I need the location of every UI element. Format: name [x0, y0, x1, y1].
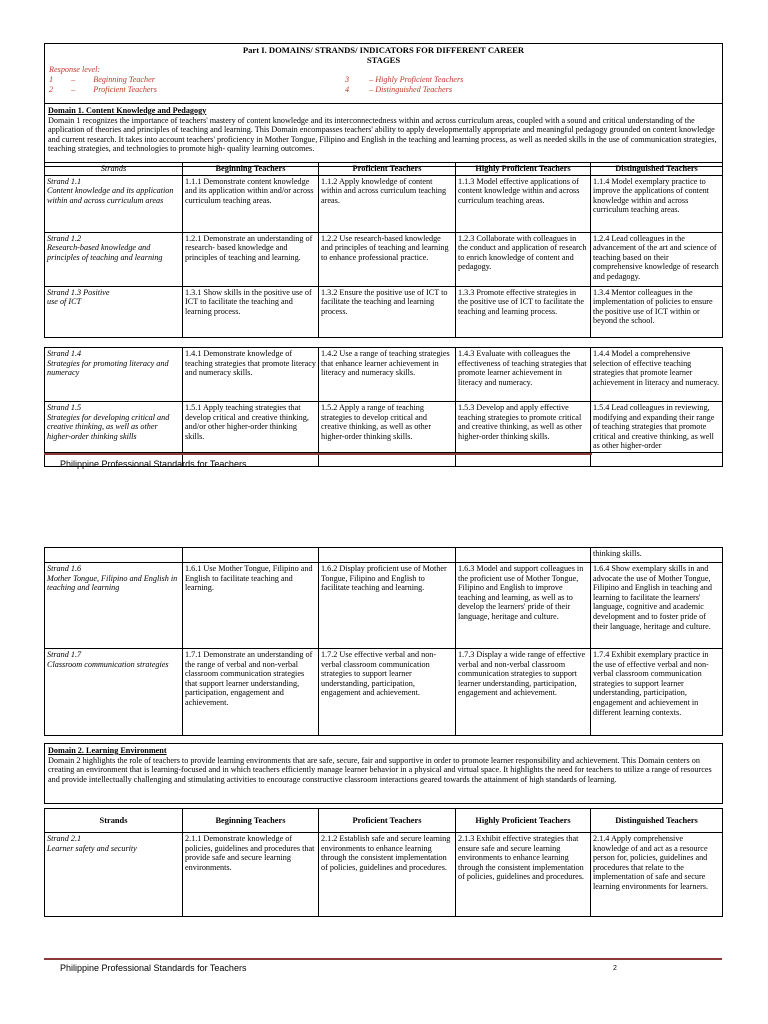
indicator-cell: 1.1.3 Model effective applications of content knowledge within and across curriculum teaching areas.: [456, 175, 591, 232]
level-2: 2 – Proficient Teachers: [49, 85, 157, 95]
level-3: 3 – Highly Proficient Teachers: [345, 75, 464, 85]
strand-cell: Strand 2.1 Learner safety and security: [45, 833, 183, 917]
header-distinguished: Distinguished Teachers: [591, 163, 723, 176]
table-row: [45, 833, 723, 917]
header-strands: Strands: [45, 163, 183, 176]
indicator-cell: 1.6.2 Display proficient use of Mother Tongue, Filipino and English to facilitate teaching and learning.: [319, 563, 456, 649]
level-4: 4 – Distinguished Teachers: [345, 85, 453, 95]
indicator-cell: 1.6.1 Use Mother Tongue, Filipino and English to facilitate teaching and learning.: [183, 563, 319, 649]
indicator-cell: 1.5.1 Apply teaching strategies that develop critical and creative thinking, and/or other higher-order thinking skills.: [183, 402, 319, 453]
table-row: [45, 286, 723, 337]
strand-cell: Strand 1.6 Mother Tongue, Filipino and English in teaching and learning: [45, 563, 183, 649]
indicator-cell: 1.1.2 Apply knowledge of content within and across curriculum teaching areas.: [319, 175, 456, 232]
page1-header-table: [44, 43, 723, 167]
indicator-cell: 1.1.1 Demonstrate content knowledge and its application within and/or across curriculum teaching areas.: [183, 175, 319, 232]
domain1-title: Domain 1. Content Knowledge and Pedagogy: [48, 106, 207, 115]
page2-strands-table: [44, 547, 723, 736]
indicator-cell: 1.3.4 Mentor colleagues in the implementation of policies to ensure the positive use of ICT within or beyond the school.: [591, 286, 723, 337]
indicator-cell: 1.1.4 Model exemplary practice to improve the applications of content knowledge within and across curriculum teaching areas.: [591, 175, 723, 232]
domain2-title: Domain 2. Learning Environment: [48, 746, 167, 755]
header-beginning: Beginning Teachers: [183, 809, 319, 833]
header-proficient: Proficient Teachers: [319, 809, 456, 833]
indicator-cell: 1.2.3 Collaborate with colleagues in the conduct and application of research to enrich knowledge of content and pedagogy.: [456, 232, 591, 286]
header-distinguished: Distinguished Teachers: [591, 809, 723, 833]
indicator-cell: 1.4.4 Model a comprehensive selection of effective teaching strategies that promote learner achievement in literacy and numeracy.: [591, 348, 723, 402]
part-title: Part I. DOMAINS/ STRANDS/ INDICATORS FOR DIFFERENT CAREER: [242, 45, 525, 55]
table-row: [45, 649, 723, 736]
page1-footer: Philippine Professional Standards for Teachers: [60, 459, 247, 469]
table-row: [45, 232, 723, 286]
table-row: [45, 548, 723, 563]
strand-cell: Strand 1.1 Content knowledge and its application within and across curriculum areas: [45, 175, 183, 232]
indicator-cell: 1.3.2 Ensure the positive use of ICT to facilitate the teaching and learning process.: [319, 286, 456, 337]
level-1: 1 – Beginning Teacher: [49, 75, 155, 85]
domain2-text: Domain 2 highlights the role of teachers to provide learning environments that are safe, secure, fair and supportive in order to promote learner responsibility and achievement. This Domain centers on creating an environment that is learning-focused and in which teachers efficiently manage learner behavior in a physical and virtual space. It highlights the need for teachers to utilize a range of resources and provide intellectually challenging and stimulating activities to encourage constructive classroom interactions geared towards the attainment of high standards of learning.: [48, 755, 712, 784]
footer-rule: [44, 453, 592, 455]
title-cell: [45, 44, 723, 104]
table-row: [45, 348, 723, 402]
header-beginning: Beginning Teachers: [183, 163, 319, 176]
response-level-block: [49, 65, 718, 99]
header-highly-proficient: Highly Proficient Teachers: [456, 163, 591, 176]
indicator-cell: 1.4.3 Evaluate with colleagues the effectiveness of teaching strategies that promote learner achievement in literacy and numeracy.: [456, 348, 591, 402]
response-level-label: Response level:: [49, 65, 101, 75]
header-highly-proficient: Highly Proficient Teachers: [456, 809, 591, 833]
table-row: [45, 563, 723, 649]
table-row: [45, 175, 723, 232]
indicator-cell: 1.6.3 Model and support colleagues in the proficient use of Mother Tongue, Filipino and English to improve teaching and learning, as well as to develop the learners' pride of their language, heritage and culture.: [456, 563, 591, 649]
indicator-cell: 1.4.1 Demonstrate knowledge of teaching strategies that promote literacy and numeracy skills.: [183, 348, 319, 402]
footer-rule: [44, 958, 722, 960]
indicator-cell: 1.7.1 Demonstrate an understanding of the range of verbal and non-verbal classroom communication strategies that support learner understanding, participation, engagement and achievement.: [183, 649, 319, 736]
strand-cell: Strand 1.7 Classroom communication strategies: [45, 649, 183, 736]
domain2-strands-table: [44, 808, 723, 917]
indicator-cell: 2.1.4 Apply comprehensive knowledge of and act as a resource person for, policies, guidelines and procedures that relate to the implementation of safe and secure learning environments for learners.: [591, 833, 723, 917]
part-title-stages: STAGES: [366, 54, 401, 65]
domain2-description: [45, 744, 723, 804]
header-proficient: Proficient Teachers: [319, 163, 456, 176]
indicator-cell: 1.5.4 Lead colleagues in reviewing, modifying and expanding their range of teaching strategies that promote critical and creative thinking, as well as other higher-order: [591, 402, 723, 453]
indicator-cell: 1.7.4 Exhibit exemplary practice in the use of effective verbal and non-verbal classroom communication strategies to support learner understanding, participation, engagement and achievement in different learning contexts.: [591, 649, 723, 736]
table-row: [45, 402, 723, 453]
page2-footer: Philippine Professional Standards for Teachers: [60, 963, 247, 973]
domain1-strands-table: [44, 162, 723, 338]
indicator-cell: 1.3.1 Show skills in the positive use of ICT to facilitate the teaching and learning process.: [183, 286, 319, 337]
indicator-cell: 2.1.1 Demonstrate knowledge of policies, guidelines and procedures that provide safe and secure learning environments.: [183, 833, 319, 917]
indicator-cell: 1.4.2 Use a range of teaching strategies that enhance learner achievement in literacy and numeracy skills.: [319, 348, 456, 402]
domain1-text: Domain 1 recognizes the importance of teachers' mastery of content knowledge and its interconnectedness within and across curriculum areas, coupled with a sound and critical understanding of the application of theories and principles of teaching and learning. This Domain encompasses teachers' ability to apply developmentally appropriate and meaningful pedagogy grounded on content knowledge and current research. It takes into account teachers' proficiency in Mother Tongue, Filipino and English in the teaching and learning process, as well as needed skills in the use of communication strategies, teaching strategies, and technologies to promote high- quality learning outcomes.: [48, 115, 717, 154]
indicator-cell: 1.7.2 Use effective verbal and non-verbal classroom communication strategies to support learner understanding, participation, engagement and achievement.: [319, 649, 456, 736]
page-number: 2: [613, 965, 617, 972]
empty-cell: [319, 548, 456, 563]
domain1-strands-table-cont: [44, 347, 723, 467]
empty-cell: [45, 548, 183, 563]
indicator-cell: 1.2.2 Use research-based knowledge and principles of teaching and learning to enhance professional practice.: [319, 232, 456, 286]
indicator-cell: 1.5.2 Apply a range of teaching strategies to develop critical and creative thinking, as well as other higher-order thinking skills.: [319, 402, 456, 453]
continued-text: thinking skills.: [591, 548, 723, 563]
empty-cell: [456, 548, 591, 563]
domain1-description: [45, 104, 723, 167]
strand-cell: Strand 1.2 Research-based knowledge and principles of teaching and learning: [45, 232, 183, 286]
domain2-description-table: [44, 743, 723, 804]
indicator-cell: 1.6.4 Show exemplary skills in and advocate the use of Mother Tongue, Filipino and English in teaching and learning to facilitate the learners' language, cognitive and academic development and to foster pride of their language, heritage and culture.: [591, 563, 723, 649]
indicator-cell: 1.3.3 Promote effective strategies in the positive use of ICT to facilitate the teaching and learning process.: [456, 286, 591, 337]
empty-cell: [183, 548, 319, 563]
indicator-cell: 1.5.3 Develop and apply effective teaching strategies to promote critical and creative thinking, as well as other higher-order thinking skills.: [456, 402, 591, 453]
header-strands: Strands: [45, 809, 183, 833]
indicator-cell: 2.1.2 Establish safe and secure learning environments to enhance learning through the consistent implementation of policies, guidelines and procedures.: [319, 833, 456, 917]
strand-cell: Strand 1.3 Positive use of ICT: [45, 286, 183, 337]
indicator-cell: 2.1.3 Exhibit effective strategies that ensure safe and secure learning environments to enhance learning through the consistent implementation of policies, guidelines and procedures.: [456, 833, 591, 917]
indicator-cell: 1.2.4 Lead colleagues in the advancement of the art and science of teaching based on their comprehensive knowledge of research and pedagogy.: [591, 232, 723, 286]
indicator-cell: 1.2.1 Demonstrate an understanding of research- based knowledge and principles of teaching and learning.: [183, 232, 319, 286]
strand-cell: Strand 1.4 Strategies for promoting literacy and numeracy: [45, 348, 183, 402]
indicator-cell: 1.7.3 Display a wide range of effective verbal and non-verbal classroom communication strategies to support learner understanding, participation, engagement and achievement.: [456, 649, 591, 736]
empty-cell: [591, 452, 723, 466]
strand-cell: Strand 1.5 Strategies for developing critical and creative thinking, as well as other higher-order thinking skills: [45, 402, 183, 453]
